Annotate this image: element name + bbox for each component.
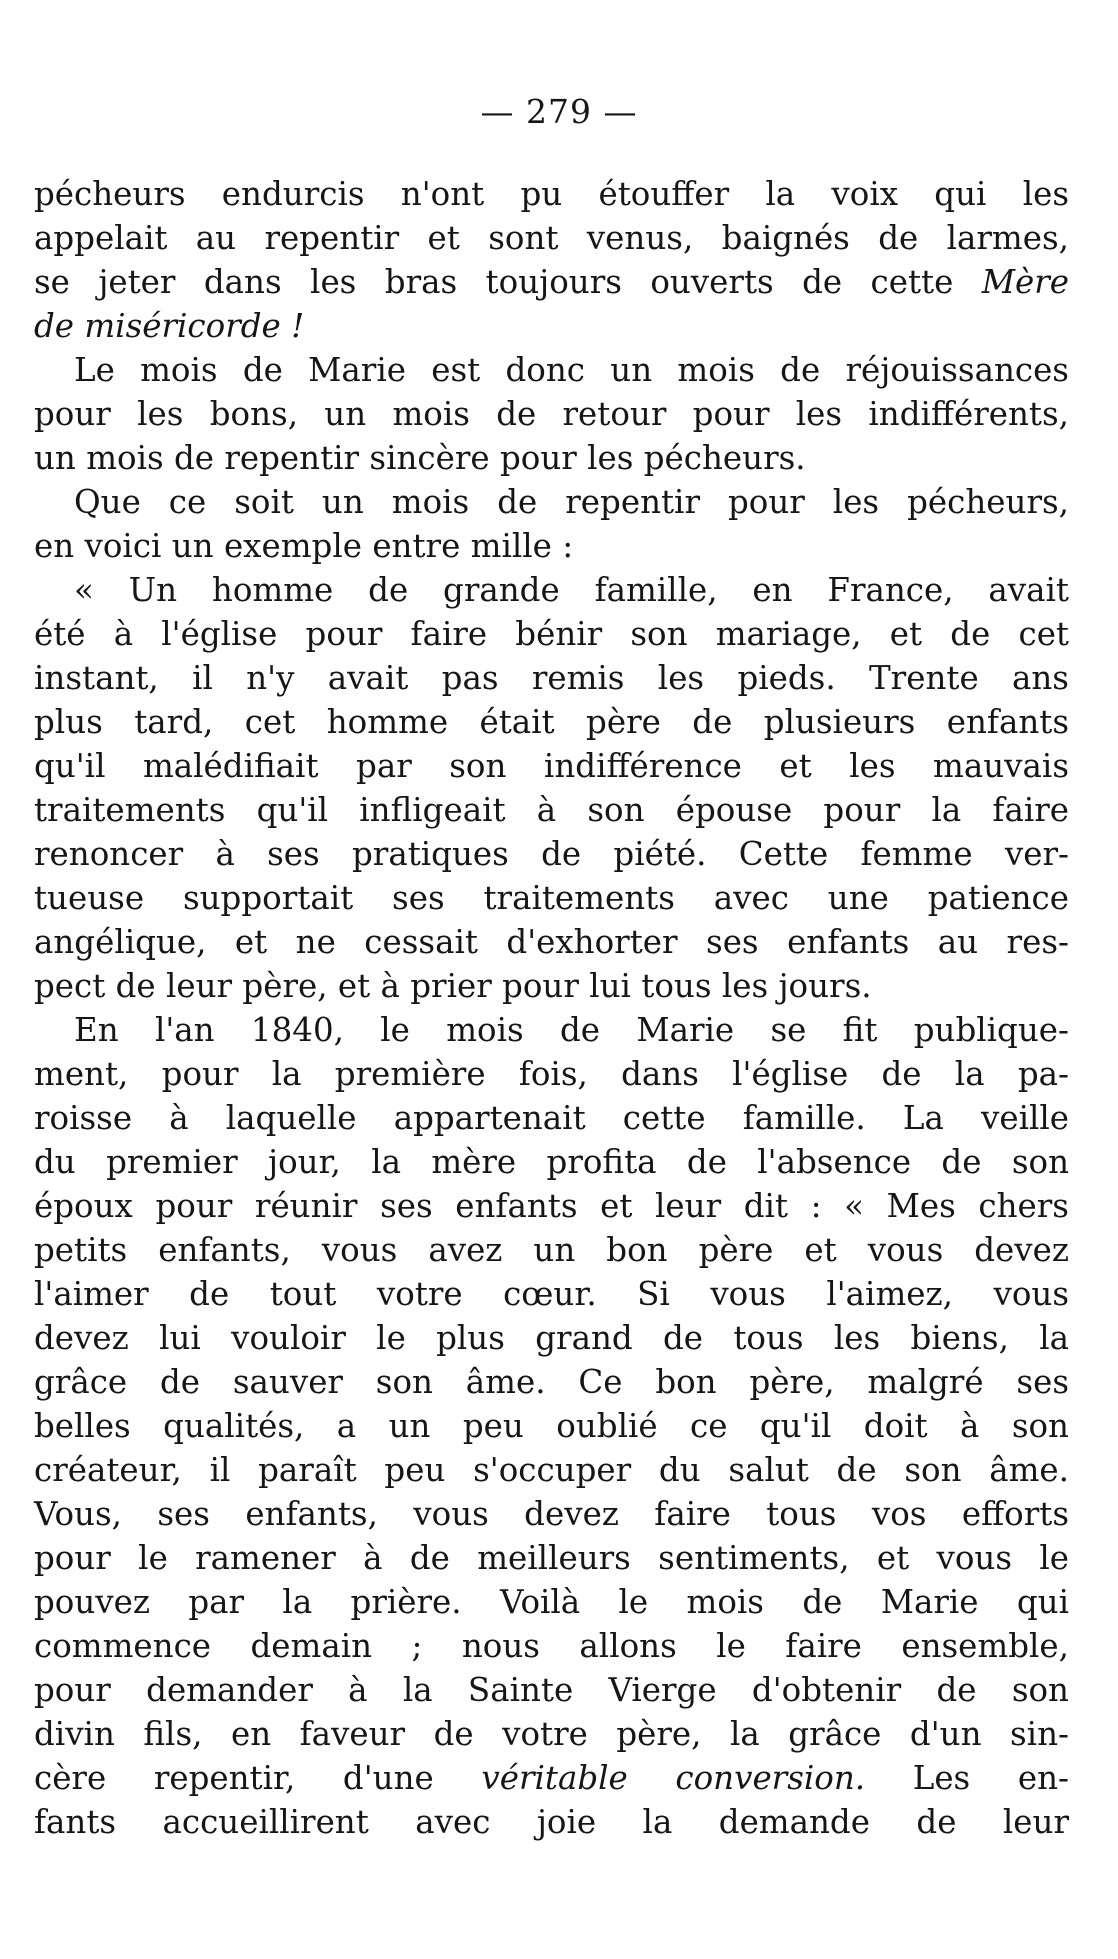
text-line <box>34 744 1069 788</box>
text-segment: qu'il malédifiait par son indifférence et les mauvais <box>34 747 1069 785</box>
text-segment: Le mois de Marie est donc un mois de réjouissances <box>74 351 1069 389</box>
text-line <box>34 1140 1069 1184</box>
text-segment: pect de leur père, et à prier pour lui tous les jours. <box>34 967 872 1005</box>
text-segment: plus tard, cet homme était père de plusieurs enfants <box>34 703 1069 741</box>
page-number: — 279 — <box>480 92 638 131</box>
text-segment: cère repentir, d'une <box>34 1759 482 1797</box>
text-line <box>34 612 1069 656</box>
text-line <box>34 1712 1069 1756</box>
text-segment: roisse à laquelle appartenait cette famille. La veille <box>34 1099 1069 1137</box>
text-segment: pour demander à la Sainte Vierge d'obtenir de son <box>34 1671 1069 1709</box>
text-line <box>34 1184 1069 1228</box>
text-line <box>34 1052 1069 1096</box>
italic-text: véritable conversion. <box>481 1759 866 1797</box>
text-segment: Les en- <box>865 1759 1069 1797</box>
italic-text: de miséricorde ! <box>34 307 305 345</box>
text-line <box>34 1756 1069 1800</box>
text-segment: ment, pour la première fois, dans l'église de la pa- <box>34 1055 1069 1093</box>
text-line <box>34 1404 1069 1448</box>
text-segment: appelait au repentir et sont venus, baignés de larmes, <box>34 219 1069 257</box>
text-line <box>34 1492 1069 1536</box>
text-segment: commence demain ; nous allons le faire ensemble, <box>34 1627 1069 1665</box>
text-segment: petits enfants, vous avez un bon père et vous devez <box>34 1231 1069 1269</box>
text-line <box>34 700 1069 744</box>
text-line <box>34 832 1069 876</box>
text-segment: un mois de repentir sincère pour les pécheurs. <box>34 439 806 477</box>
text-segment: angélique, et ne cessait d'exhorter ses enfants au res- <box>34 923 1069 961</box>
text-line <box>34 1316 1069 1360</box>
text-line <box>34 1668 1069 1712</box>
text-line <box>34 1448 1069 1492</box>
text-line <box>34 1228 1069 1272</box>
text-line <box>34 172 1069 216</box>
text-line <box>34 964 1069 1008</box>
text-line <box>34 260 1069 304</box>
text-segment: créateur, il paraît peu s'occuper du salut de son âme. <box>34 1451 1069 1489</box>
text-segment: pouvez par la prière. Voilà le mois de Marie qui <box>34 1583 1069 1621</box>
text-segment: en voici un exemple entre mille : <box>34 527 574 565</box>
text-line <box>34 1580 1069 1624</box>
italic-text: Mère <box>981 263 1069 301</box>
text-line <box>34 568 1069 612</box>
text-segment: du premier jour, la mère profita de l'absence de son <box>34 1143 1069 1181</box>
text-line <box>34 216 1069 260</box>
text-segment: pour le ramener à de meilleurs sentiments, et vous le <box>34 1539 1069 1577</box>
text-segment: pécheurs endurcis n'ont pu étouffer la voix qui les <box>34 175 1069 213</box>
text-segment: pour les bons, un mois de retour pour les indifférents, <box>34 395 1069 433</box>
text-segment: devez lui vouloir le plus grand de tous les biens, la <box>34 1319 1069 1357</box>
text-segment: renoncer à ses pratiques de piété. Cette femme ver- <box>34 835 1069 873</box>
text-line <box>34 1008 1069 1052</box>
text-line <box>34 436 1069 480</box>
text-segment: époux pour réunir ses enfants et leur dit : « Mes chers <box>34 1187 1069 1225</box>
text-segment: tueuse supportait ses traitements avec une patience <box>34 879 1069 917</box>
text-segment: instant, il n'y avait pas remis les pieds. Trente ans <box>34 659 1069 697</box>
text-line <box>34 656 1069 700</box>
text-line <box>34 392 1069 436</box>
body-text <box>34 172 1069 1844</box>
text-segment: se jeter dans les bras toujours ouverts de cette <box>34 263 982 301</box>
text-segment: divin fils, en faveur de votre père, la grâce d'un sin- <box>34 1715 1069 1753</box>
text-line <box>34 524 1069 568</box>
text-segment: fants accueillirent avec joie la demande de leur <box>34 1803 1069 1841</box>
text-line <box>34 348 1069 392</box>
text-segment: grâce de sauver son âme. Ce bon père, malgré ses <box>34 1363 1069 1401</box>
text-line <box>34 1360 1069 1404</box>
text-segment: Que ce soit un mois de repentir pour les pécheurs, <box>74 483 1069 521</box>
text-segment: En l'an 1840, le mois de Marie se fit publique- <box>74 1011 1069 1049</box>
text-line <box>34 1624 1069 1668</box>
text-line <box>34 1272 1069 1316</box>
text-segment: « Un homme de grande famille, en France, avait <box>74 571 1069 609</box>
text-line <box>34 876 1069 920</box>
text-segment: l'aimer de tout votre cœur. Si vous l'aimez, vous <box>34 1275 1069 1313</box>
text-line <box>34 1536 1069 1580</box>
text-line <box>34 1096 1069 1140</box>
text-line <box>34 1800 1069 1844</box>
text-segment: traitements qu'il infligeait à son épouse pour la faire <box>34 791 1069 829</box>
text-line <box>34 788 1069 832</box>
text-line <box>34 480 1069 524</box>
text-line <box>34 920 1069 964</box>
text-line <box>34 304 1069 348</box>
text-segment: belles qualités, a un peu oublié ce qu'il doit à son <box>34 1407 1069 1445</box>
text-segment: Vous, ses enfants, vous devez faire tous vos efforts <box>34 1495 1069 1533</box>
text-segment: été à l'église pour faire bénir son mariage, et de cet <box>34 615 1069 653</box>
